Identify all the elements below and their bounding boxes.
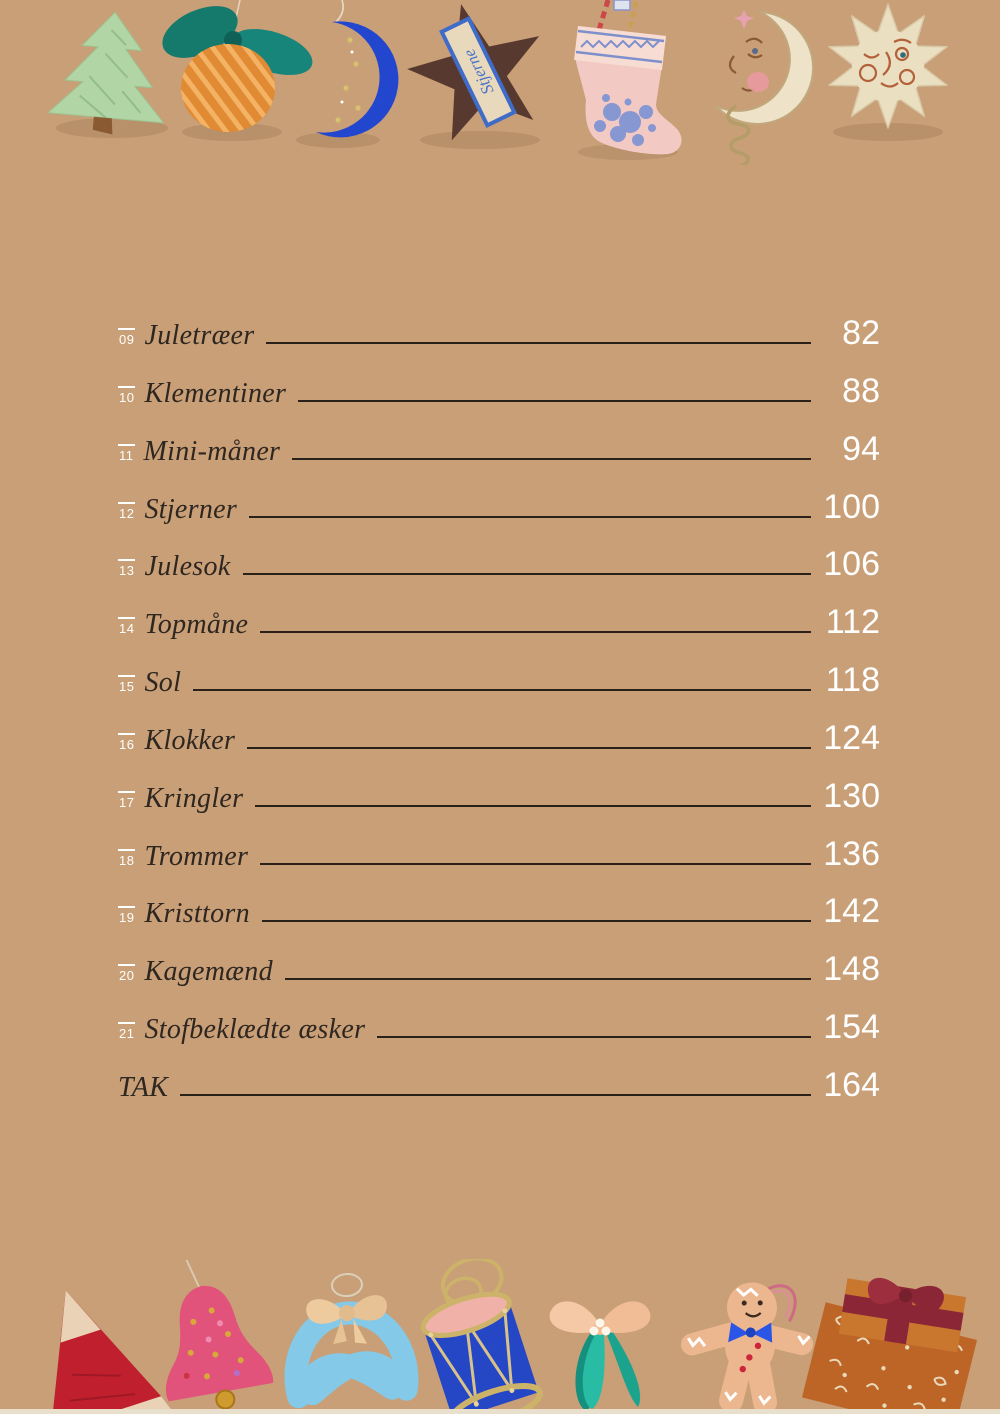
chapter-number: 17 — [118, 791, 135, 809]
toc-row — [118, 1010, 880, 1046]
leader-line — [180, 1094, 811, 1096]
chapter-title: Kringler — [144, 782, 244, 814]
chapter-number: 11 — [118, 444, 135, 462]
leader-line — [292, 458, 811, 460]
toc-row — [118, 316, 880, 352]
page-number: 154 — [823, 1008, 880, 1047]
holly-bow-ornament — [550, 1301, 651, 1409]
chapter-title: Trommer — [144, 840, 249, 872]
chapter-title: Kagemænd — [144, 956, 273, 988]
page-number: 82 — [842, 314, 880, 352]
leader-line — [247, 747, 811, 749]
toc-row — [118, 547, 880, 583]
leader-line — [255, 805, 811, 807]
leader-line — [266, 342, 811, 344]
chapter-number: 18 — [118, 849, 135, 867]
green-tree-ornament — [47, 7, 173, 139]
toc-row — [118, 776, 880, 815]
chapter-number: 21 — [118, 1022, 135, 1040]
page-number: 88 — [842, 371, 880, 410]
chapter-number: 10 — [118, 386, 135, 404]
table-edge-strip — [0, 1409, 1000, 1414]
toc-row — [118, 894, 880, 930]
pretzel-ornament — [289, 1270, 408, 1396]
page-number: 100 — [823, 487, 880, 526]
chapter-title: Topmåne — [144, 609, 249, 641]
sun-ornament — [829, 4, 947, 128]
page-number: 130 — [823, 776, 880, 815]
chapter-title: Juletræer — [144, 320, 255, 351]
gingerbread-man-ornament — [685, 1279, 812, 1405]
chapter-title: Stjerner — [144, 493, 238, 525]
page-number: 136 — [823, 834, 880, 873]
page-number: 148 — [823, 950, 880, 989]
chapter-number: 12 — [118, 502, 135, 520]
pink-bell-ornament — [144, 1259, 277, 1409]
page-number: 112 — [825, 603, 880, 642]
leader-line — [377, 1036, 811, 1038]
chapter-title: TAK — [118, 1071, 169, 1103]
chapter-number: 09 — [118, 328, 135, 346]
chapter-title: Kristtorn — [144, 898, 250, 930]
toc-row — [118, 605, 880, 641]
leader-line — [262, 920, 811, 922]
page-number: 106 — [823, 545, 880, 584]
page-number: 118 — [825, 661, 880, 700]
toc-row — [118, 663, 880, 699]
chapter-title: Klokker — [144, 724, 236, 756]
toc-row — [118, 487, 880, 526]
page-number: 164 — [823, 1065, 880, 1104]
star-ornament — [395, 0, 558, 147]
page-number: 94 — [842, 429, 880, 468]
toc-row-tak — [118, 1065, 880, 1104]
chapter-title: Stofbeklædte æsker — [144, 1014, 366, 1046]
gift-boxes-ornament — [802, 1259, 988, 1409]
stocking-ornament — [574, 0, 682, 154]
chapter-number: 19 — [118, 906, 135, 924]
bottom-ornaments-strip — [0, 1259, 1000, 1409]
chapter-title: Mini-måner — [143, 435, 281, 467]
toc-row — [118, 952, 880, 988]
toc-row — [118, 718, 880, 757]
red-tree-ornament — [2, 1270, 178, 1409]
drum-ornament — [406, 1259, 544, 1409]
leader-line — [249, 516, 811, 518]
star-label-text: Stjerne — [459, 45, 498, 98]
chapter-number: 13 — [118, 559, 135, 577]
page-number: 124 — [823, 718, 880, 757]
moon-topper-ornament — [716, 10, 813, 165]
leader-line — [243, 573, 811, 575]
chapter-title: Sol — [144, 667, 182, 699]
toc-row — [118, 371, 880, 410]
chapter-title: Julesok — [144, 551, 231, 583]
page-number: 142 — [823, 892, 880, 931]
chapter-number: 16 — [118, 733, 135, 751]
blue-moon-ornament — [316, 0, 398, 137]
chapter-title: Klementiner — [144, 377, 287, 409]
toc-row — [118, 429, 880, 468]
leader-line — [193, 689, 811, 691]
leader-line — [298, 400, 811, 402]
leader-line — [260, 631, 811, 633]
table-of-contents — [118, 316, 880, 1104]
leader-line — [260, 863, 811, 865]
chapter-number: 15 — [118, 675, 135, 693]
chapter-number: 14 — [118, 617, 135, 635]
leader-line — [285, 978, 811, 980]
toc-row — [118, 834, 880, 873]
top-ornaments-strip — [0, 0, 1000, 165]
chapter-number: 20 — [118, 964, 135, 982]
